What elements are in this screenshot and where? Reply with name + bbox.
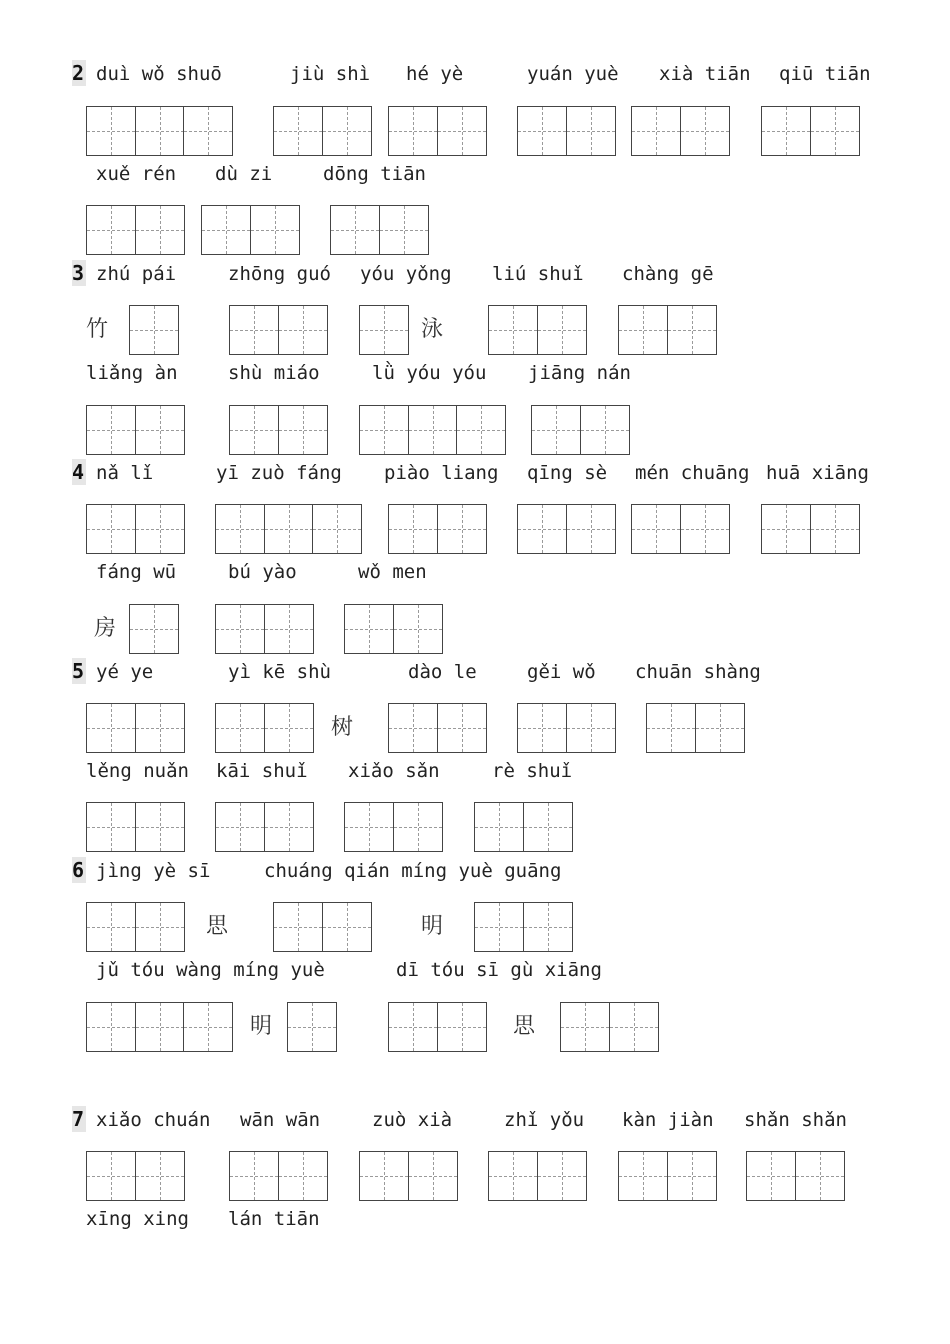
tianzige-cell[interactable] (408, 1151, 458, 1201)
tianzige-cell[interactable] (264, 802, 314, 852)
given-character: 房 (94, 616, 117, 641)
answer-box-group (631, 504, 728, 554)
tianzige-cell[interactable] (437, 504, 487, 554)
pinyin-prompt: xiǎo chuán (96, 1109, 211, 1131)
answer-box-group (287, 1002, 336, 1052)
answer-box-group (488, 1151, 585, 1201)
given-character: 树 (331, 715, 354, 740)
tianzige-cell[interactable] (408, 405, 458, 455)
pinyin-prompt: dī tóu sī gù xiāng (396, 959, 602, 981)
tianzige-cell[interactable] (264, 703, 314, 753)
tianzige-cell[interactable] (86, 1151, 136, 1201)
tianzige-cell[interactable] (388, 106, 438, 156)
tianzige-cell[interactable] (393, 802, 443, 852)
tianzige-cell[interactable] (86, 405, 136, 455)
tianzige-cell[interactable] (566, 703, 616, 753)
pinyin-prompt: chuáng qián míng yuè guāng (264, 860, 562, 882)
tianzige-cell[interactable] (474, 902, 524, 952)
tianzige-cell[interactable] (330, 205, 380, 255)
tianzige-cell[interactable] (667, 305, 717, 355)
pinyin-prompt: shǎn shǎn (744, 1109, 847, 1131)
tianzige-cell[interactable] (135, 1151, 185, 1201)
section-number: 6 (72, 858, 85, 882)
tianzige-cell[interactable] (183, 1002, 233, 1052)
answer-box-group (560, 1002, 657, 1052)
pinyin-prompt: mén chuāng (635, 462, 750, 484)
tianzige-cell[interactable] (810, 106, 860, 156)
pinyin-prompt: zhōng guó (228, 263, 331, 285)
tianzige-cell[interactable] (488, 1151, 538, 1201)
writing-grid-row (86, 703, 886, 755)
tianzige-cell[interactable] (523, 802, 573, 852)
given-character: 明 (250, 1014, 273, 1039)
tianzige-cell[interactable] (287, 1002, 337, 1052)
tianzige-cell[interactable] (631, 504, 681, 554)
tianzige-cell[interactable] (215, 703, 265, 753)
tianzige-cell[interactable] (135, 504, 185, 554)
tianzige-cell[interactable] (680, 504, 730, 554)
tianzige-cell[interactable] (680, 106, 730, 156)
writing-grid-row (86, 405, 886, 457)
answer-box-group (388, 504, 485, 554)
pinyin-prompt: jiù shì (290, 63, 371, 85)
tianzige-cell[interactable] (322, 106, 372, 156)
section-number: 2 (72, 61, 85, 85)
tianzige-cell[interactable] (456, 405, 506, 455)
pinyin-prompt: qīng sè (527, 462, 608, 484)
tianzige-cell[interactable] (344, 604, 394, 654)
answer-box-group (129, 305, 178, 355)
tianzige-cell[interactable] (135, 703, 185, 753)
answer-box-group (388, 106, 485, 156)
writing-grid-row (86, 604, 886, 656)
tianzige-cell[interactable] (761, 504, 811, 554)
answer-box-group (86, 106, 232, 156)
tianzige-cell[interactable] (560, 1002, 610, 1052)
tianzige-cell[interactable] (566, 106, 616, 156)
tianzige-cell[interactable] (531, 405, 581, 455)
tianzige-cell[interactable] (278, 305, 328, 355)
answer-box-group (474, 902, 571, 952)
tianzige-cell[interactable] (388, 703, 438, 753)
section-number: 3 (72, 261, 85, 285)
tianzige-cell[interactable] (135, 106, 185, 156)
pinyin-prompt: shù miáo (228, 362, 320, 384)
answer-box-group (761, 106, 858, 156)
answer-box-group (746, 1151, 843, 1201)
answer-box-group (229, 405, 326, 455)
answer-box-group (86, 405, 183, 455)
given-character: 思 (206, 914, 229, 939)
tianzige-cell[interactable] (537, 305, 587, 355)
pinyin-prompt: dù zi (215, 163, 273, 185)
pinyin-prompt: xiǎo sǎn (348, 760, 440, 782)
pinyin-prompt: wǒ men (358, 561, 427, 583)
pinyin-prompt: bú yào (228, 561, 297, 583)
answer-box-group (201, 205, 298, 255)
tianzige-cell[interactable] (86, 106, 136, 156)
pinyin-prompt: rè shuǐ (492, 760, 573, 782)
section-number: 7 (72, 1107, 85, 1131)
pinyin-prompt: yé ye (96, 661, 154, 683)
tianzige-cell[interactable] (135, 1002, 185, 1052)
tianzige-cell[interactable] (86, 1002, 136, 1052)
answer-box-group (273, 902, 370, 952)
answer-box-group (359, 305, 408, 355)
writing-grid-row (86, 802, 886, 854)
writing-grid-row (86, 902, 886, 954)
pinyin-prompt: lěng nuǎn (86, 760, 189, 782)
writing-grid-row (86, 504, 886, 556)
pinyin-prompt: wān wān (240, 1109, 321, 1131)
tianzige-cell[interactable] (566, 504, 616, 554)
tianzige-cell[interactable] (129, 604, 179, 654)
tianzige-cell[interactable] (437, 106, 487, 156)
tianzige-cell[interactable] (201, 205, 251, 255)
tianzige-cell[interactable] (86, 902, 136, 952)
tianzige-cell[interactable] (215, 604, 265, 654)
writing-grid-row (86, 305, 886, 357)
tianzige-cell[interactable] (344, 802, 394, 852)
given-character: 明 (421, 914, 444, 939)
pinyin-prompt: huā xiāng (766, 462, 869, 484)
pinyin-prompt: xià tiān (659, 63, 751, 85)
tianzige-cell[interactable] (517, 106, 567, 156)
section-number: 4 (72, 460, 85, 484)
pinyin-prompt: lǜ yóu yóu (372, 362, 487, 384)
tianzige-cell[interactable] (517, 504, 567, 554)
tianzige-cell[interactable] (229, 405, 279, 455)
pinyin-prompt: chuān shàng (635, 661, 761, 683)
tianzige-cell[interactable] (379, 205, 429, 255)
tianzige-cell[interactable] (523, 902, 573, 952)
section-number: 5 (72, 659, 85, 683)
answer-box-group (86, 504, 183, 554)
tianzige-cell[interactable] (474, 802, 524, 852)
answer-box-group (474, 802, 571, 852)
tianzige-cell[interactable] (618, 1151, 668, 1201)
pinyin-prompt: qiū tiān (779, 63, 871, 85)
tianzige-cell[interactable] (264, 504, 314, 554)
answer-box-group (618, 1151, 715, 1201)
tianzige-cell[interactable] (135, 902, 185, 952)
tianzige-cell[interactable] (312, 504, 362, 554)
tianzige-cell[interactable] (273, 902, 323, 952)
answer-box-group (388, 703, 485, 753)
tianzige-cell[interactable] (695, 703, 745, 753)
tianzige-cell[interactable] (537, 1151, 587, 1201)
answer-box-group (86, 205, 183, 255)
answer-box-group (761, 504, 858, 554)
answer-box-group (215, 703, 312, 753)
answer-box-group (86, 1002, 232, 1052)
tianzige-cell[interactable] (359, 305, 409, 355)
answer-box-group (86, 1151, 183, 1201)
pinyin-prompt: gěi wǒ (527, 661, 596, 683)
pinyin-prompt: fáng wū (96, 561, 177, 583)
tianzige-cell[interactable] (631, 106, 681, 156)
tianzige-cell[interactable] (215, 504, 265, 554)
answer-box-group (388, 1002, 485, 1052)
tianzige-cell[interactable] (86, 205, 136, 255)
answer-box-group (215, 604, 312, 654)
pinyin-prompt: zhú pái (96, 263, 177, 285)
tianzige-cell[interactable] (129, 305, 179, 355)
answer-box-group (86, 703, 183, 753)
tianzige-cell[interactable] (322, 902, 372, 952)
tianzige-cell[interactable] (86, 802, 136, 852)
pinyin-prompt: piào liang (384, 462, 499, 484)
answer-box-group (86, 802, 183, 852)
answer-box-group (215, 802, 312, 852)
pinyin-prompt: kàn jiàn (622, 1109, 714, 1131)
pinyin-prompt: liǎng àn (86, 362, 178, 384)
tianzige-cell[interactable] (278, 405, 328, 455)
tianzige-cell[interactable] (388, 1002, 438, 1052)
tianzige-cell[interactable] (388, 504, 438, 554)
pinyin-prompt: zuò xià (372, 1109, 453, 1131)
tianzige-cell[interactable] (437, 1002, 487, 1052)
tianzige-cell[interactable] (646, 703, 696, 753)
pinyin-prompt: yóu yǒng (360, 263, 452, 285)
tianzige-cell[interactable] (229, 305, 279, 355)
pinyin-prompt: yì kē shù (228, 661, 331, 683)
answer-box-group (517, 703, 614, 753)
tianzige-cell[interactable] (761, 106, 811, 156)
tianzige-cell[interactable] (278, 1151, 328, 1201)
writing-grid-row (86, 205, 886, 257)
pinyin-prompt: jǔ tóu wàng míng yuè (96, 959, 325, 981)
pinyin-prompt: lán tiān (228, 1208, 320, 1230)
answer-box-group (359, 405, 505, 455)
given-character: 竹 (86, 317, 109, 342)
tianzige-cell[interactable] (183, 106, 233, 156)
tianzige-cell[interactable] (135, 802, 185, 852)
tianzige-cell[interactable] (86, 504, 136, 554)
answer-box-group (646, 703, 743, 753)
pinyin-prompt: jìng yè sī (96, 860, 211, 882)
tianzige-cell[interactable] (393, 604, 443, 654)
pinyin-prompt: dōng tiān (323, 163, 426, 185)
answer-box-group (129, 604, 178, 654)
pinyin-prompt: xīng xing (86, 1208, 189, 1230)
tianzige-cell[interactable] (250, 205, 300, 255)
answer-box-group (517, 106, 614, 156)
tianzige-cell[interactable] (746, 1151, 796, 1201)
tianzige-cell[interactable] (229, 1151, 279, 1201)
tianzige-cell[interactable] (437, 703, 487, 753)
pinyin-prompt: duì wǒ shuō (96, 63, 222, 85)
pinyin-prompt: jiāng nán (528, 362, 631, 384)
given-character: 思 (513, 1014, 536, 1039)
tianzige-cell[interactable] (580, 405, 630, 455)
answer-box-group (273, 106, 370, 156)
given-character: 泳 (421, 317, 444, 342)
answer-box-group (517, 504, 614, 554)
pinyin-prompt: kāi shuǐ (216, 760, 308, 782)
pinyin-prompt: chàng gē (622, 263, 714, 285)
answer-box-group (618, 305, 715, 355)
pinyin-prompt: dào le (408, 661, 477, 683)
tianzige-cell[interactable] (359, 1151, 409, 1201)
tianzige-cell[interactable] (86, 703, 136, 753)
tianzige-cell[interactable] (359, 405, 409, 455)
pinyin-prompt: liú shuǐ (492, 263, 584, 285)
pinyin-prompt: hé yè (406, 63, 464, 85)
tianzige-cell[interactable] (810, 504, 860, 554)
pinyin-prompt: yuán yuè (527, 63, 619, 85)
pinyin-prompt: xuě rén (96, 163, 177, 185)
pinyin-prompt: nǎ lǐ (96, 462, 154, 484)
tianzige-cell[interactable] (618, 305, 668, 355)
pinyin-prompt: zhǐ yǒu (504, 1109, 585, 1131)
answer-box-group (631, 106, 728, 156)
tianzige-cell[interactable] (488, 305, 538, 355)
tianzige-cell[interactable] (517, 703, 567, 753)
writing-grid-row (86, 106, 886, 158)
answer-box-group (215, 504, 361, 554)
tianzige-cell[interactable] (264, 604, 314, 654)
answer-box-group (359, 1151, 456, 1201)
tianzige-cell[interactable] (795, 1151, 845, 1201)
tianzige-cell[interactable] (667, 1151, 717, 1201)
answer-box-group (531, 405, 628, 455)
writing-grid-row (86, 1151, 886, 1203)
tianzige-cell[interactable] (215, 802, 265, 852)
tianzige-cell[interactable] (135, 205, 185, 255)
writing-grid-row (86, 1002, 886, 1054)
answer-box-group (488, 305, 585, 355)
answer-box-group (229, 1151, 326, 1201)
answer-box-group (86, 902, 183, 952)
tianzige-cell[interactable] (609, 1002, 659, 1052)
answer-box-group (344, 802, 441, 852)
answer-box-group (229, 305, 326, 355)
answer-box-group (330, 205, 427, 255)
answer-box-group (344, 604, 441, 654)
tianzige-cell[interactable] (273, 106, 323, 156)
tianzige-cell[interactable] (135, 405, 185, 455)
pinyin-prompt: yī zuò fáng (216, 462, 342, 484)
